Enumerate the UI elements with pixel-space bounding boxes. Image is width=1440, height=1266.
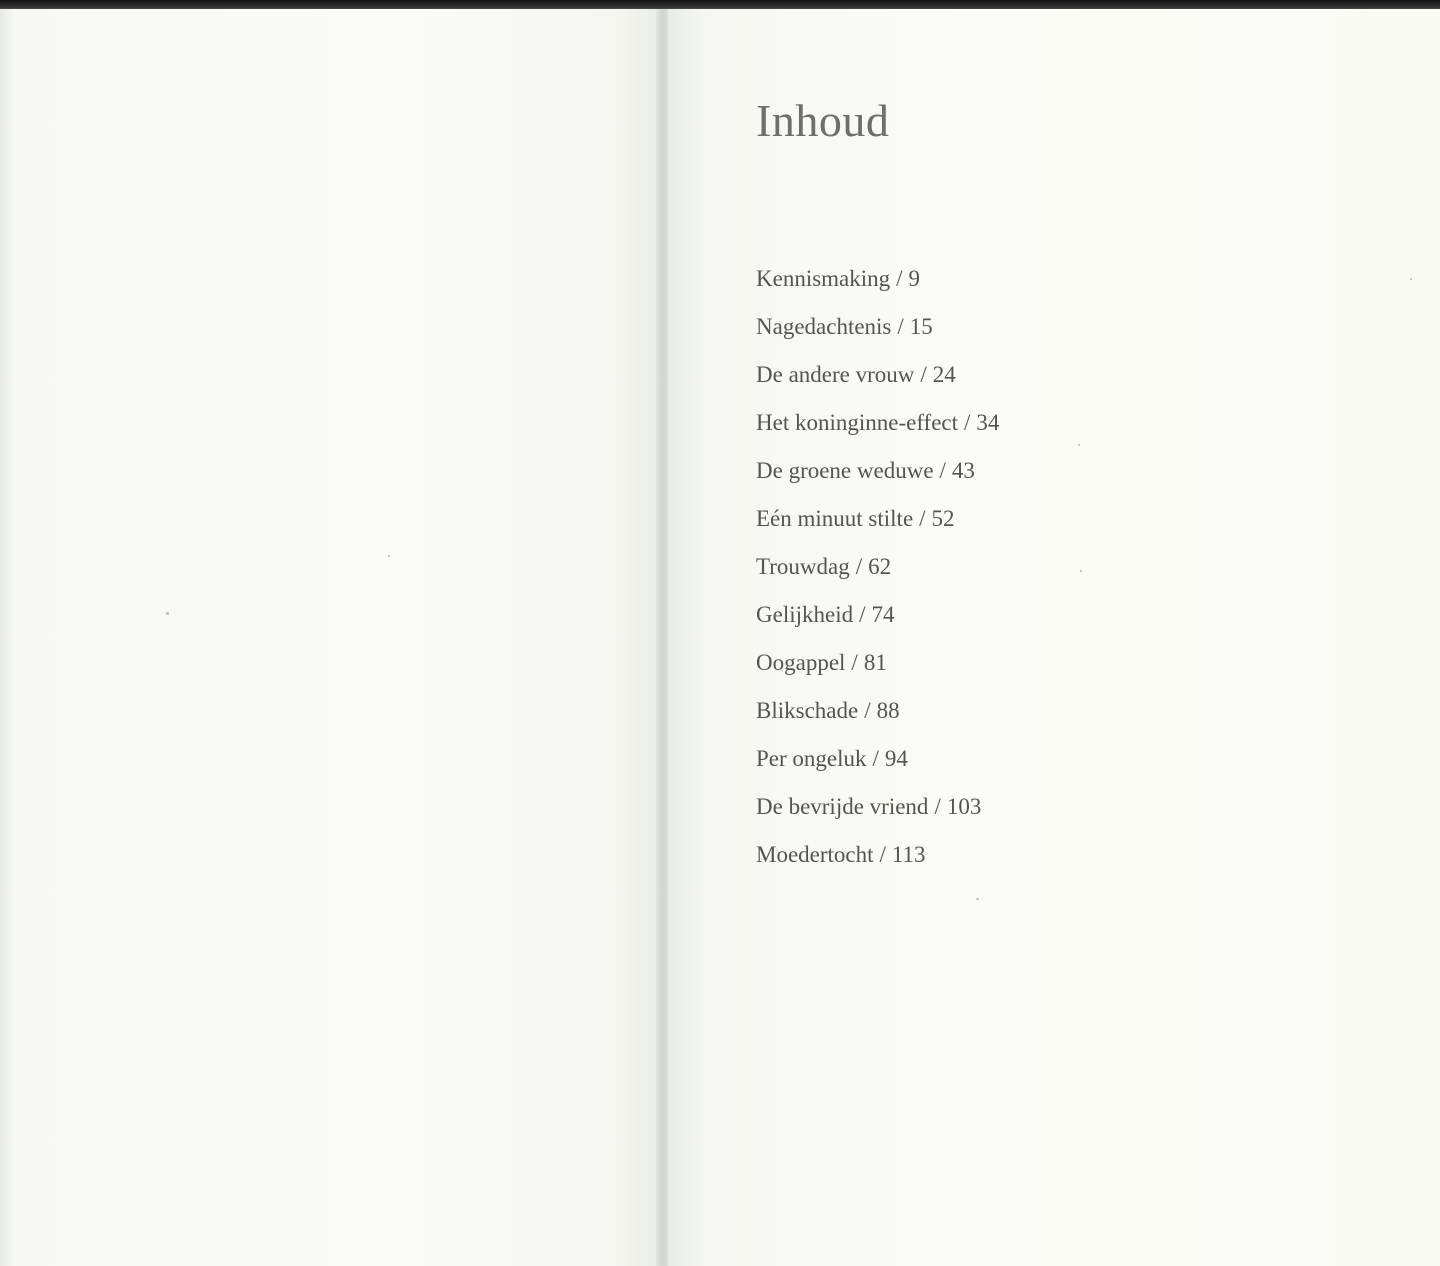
toc-entry-title: Per ongeluk xyxy=(756,746,867,771)
toc-entry-separator: / xyxy=(919,506,926,531)
toc-entry xyxy=(756,694,999,742)
paper-speck xyxy=(976,898,979,900)
toc-entry xyxy=(756,838,999,886)
toc-entry-title: Kennismaking xyxy=(756,266,891,291)
toc-entry xyxy=(756,646,999,694)
toc-entry xyxy=(756,550,999,598)
toc-entry-separator: / xyxy=(920,362,927,387)
toc-list xyxy=(756,262,999,886)
paper-speck xyxy=(1410,278,1412,280)
paper-speck xyxy=(166,612,169,615)
toc-entry-page-number: 81 xyxy=(863,650,887,675)
toc-entry-page-number: 74 xyxy=(871,602,895,627)
toc-entry-title: Blikschade xyxy=(756,698,859,723)
toc-entry-page-number: 34 xyxy=(976,410,1000,435)
toc-entry-title: De bevrijde vriend xyxy=(756,794,929,819)
toc-entry-page-number: 43 xyxy=(951,458,975,483)
toc-entry-page-number: 24 xyxy=(932,362,956,387)
toc-entry xyxy=(756,502,999,550)
toc-entry xyxy=(756,406,999,454)
paper-speck xyxy=(1078,444,1080,446)
toc-entry-separator: / xyxy=(939,458,946,483)
toc-entry-title: Eén minuut stilte xyxy=(756,506,914,531)
toc-entry-title: Het koninginne-effect xyxy=(756,410,959,435)
toc-entry xyxy=(756,598,999,646)
toc-entry xyxy=(756,790,999,838)
toc-entry-page-number: 15 xyxy=(909,314,933,339)
toc-entry xyxy=(756,358,999,406)
toc-entry xyxy=(756,454,999,502)
toc-entry xyxy=(756,262,999,310)
toc-entry-title: De groene weduwe xyxy=(756,458,934,483)
toc-entry-page-number: 9 xyxy=(908,266,921,291)
toc-entry-page-number: 94 xyxy=(884,746,908,771)
toc-entry-page-number: 113 xyxy=(891,842,926,867)
toc-entry-separator: / xyxy=(864,698,871,723)
toc-entry-page-number: 52 xyxy=(931,506,955,531)
toc-entry-title: De andere vrouw xyxy=(756,362,915,387)
toc-entry-separator: / xyxy=(897,314,904,339)
toc-entry-separator: / xyxy=(879,842,886,867)
toc-entry-title: Moedertocht xyxy=(756,842,874,867)
toc-entry-title: Gelijkheid xyxy=(756,602,854,627)
toc-entry-separator: / xyxy=(964,410,971,435)
toc-entry-page-number: 88 xyxy=(876,698,900,723)
toc-entry xyxy=(756,742,999,790)
toc-entry-title: Trouwdag xyxy=(756,554,850,579)
toc-entry-separator: / xyxy=(934,794,941,819)
toc-title: Inhoud xyxy=(756,95,890,146)
toc-entry-page-number: 62 xyxy=(868,554,892,579)
toc-entry xyxy=(756,310,999,358)
toc-entry-separator: / xyxy=(855,554,863,579)
toc-entry-title: Nagedachtenis xyxy=(756,314,892,339)
toc-entry-separator: / xyxy=(872,746,879,771)
toc-entry-separator: / xyxy=(851,650,858,675)
toc-entry-title: Oogappel xyxy=(756,650,846,675)
toc-entry-page-number: 103 xyxy=(946,794,982,819)
toc-entry-separator: / xyxy=(859,602,866,627)
left-page-blank xyxy=(0,9,664,1266)
toc-entry-separator: / xyxy=(896,266,903,291)
paper-speck xyxy=(1080,570,1082,572)
paper-speck xyxy=(388,555,390,557)
